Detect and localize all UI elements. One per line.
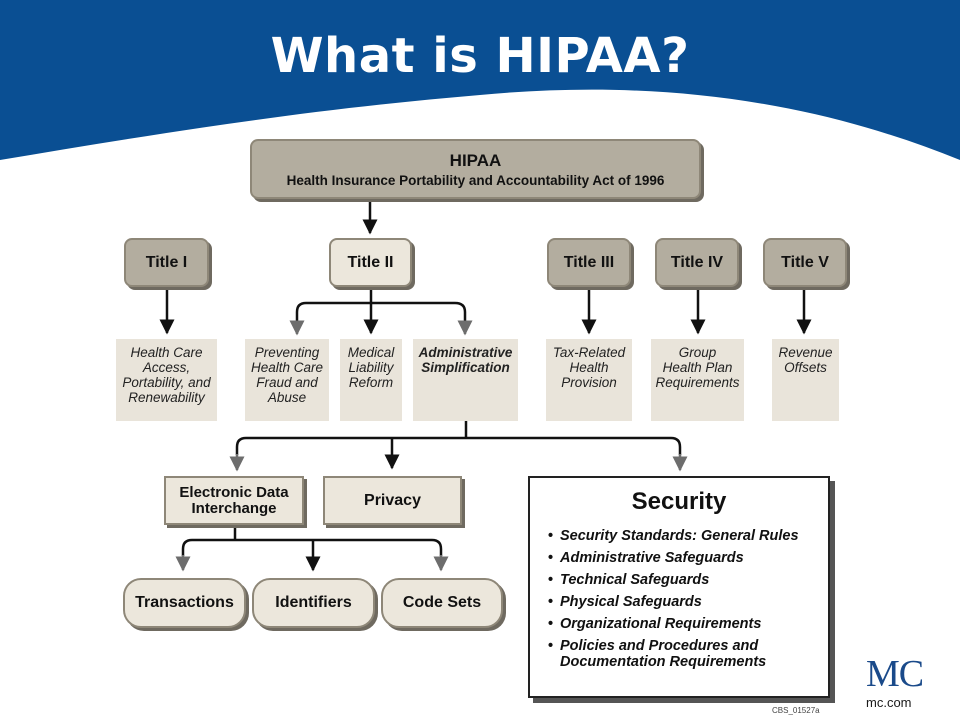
desc-line: Offsets <box>784 360 827 375</box>
security-list <box>548 528 799 676</box>
desc-line: Portability, and <box>122 375 211 390</box>
security-item: • Technical Safeguards <box>548 572 799 588</box>
desc-line: Access, <box>142 360 191 375</box>
hipaa-node <box>250 139 701 199</box>
desc-line: Tax-Related <box>552 345 626 360</box>
desc-title-1 <box>116 339 217 421</box>
code-sets-node: Code Sets <box>381 578 503 628</box>
security-title: Security <box>631 488 727 515</box>
branch-admin <box>237 438 680 455</box>
title-1-node: Title I <box>124 238 209 287</box>
desc-line: Fraud and <box>256 375 318 390</box>
desc-line: Requirements <box>655 375 740 390</box>
desc-line: Group <box>678 345 717 360</box>
title-3-node: Title III <box>547 238 631 287</box>
identifiers-node: Identifiers <box>252 578 375 628</box>
edi-line: Electronic Data <box>179 483 289 501</box>
title-5-node: Title V <box>763 238 847 287</box>
desc-line: Simplification <box>421 360 510 375</box>
security-item-continued: Documentation Requirements <box>560 654 767 670</box>
desc-line: Health <box>569 360 609 375</box>
desc-line: Abuse <box>267 390 307 405</box>
desc-title-5 <box>772 339 839 421</box>
desc-line: Health Care <box>130 345 203 360</box>
privacy-node: Privacy <box>323 476 462 525</box>
hipaa-full-name: Health Insurance Portability and Accountability Act of 1996 <box>286 172 665 188</box>
desc-fraud-abuse <box>245 339 329 421</box>
security-item: • Security Standards: General Rules <box>548 528 799 544</box>
edi-line: Interchange <box>191 499 277 517</box>
desc-line: Preventing <box>254 345 320 360</box>
desc-title-3 <box>546 339 632 421</box>
desc-line: Administrative <box>418 345 513 360</box>
desc-line: Renewability <box>128 390 205 405</box>
desc-title-4 <box>651 339 744 421</box>
desc-line: Medical <box>347 345 395 360</box>
desc-line: Revenue <box>778 345 833 360</box>
branch-title2 <box>297 303 465 323</box>
security-node <box>528 476 830 698</box>
logo-url: mc.com <box>866 695 912 710</box>
title-2-node: Title II <box>329 238 412 287</box>
page-title: What is HIPAA? <box>270 28 690 84</box>
desc-line: Reform <box>348 375 394 390</box>
mc-logo: MC <box>866 653 924 695</box>
edi-node <box>164 476 304 525</box>
security-item: • Organizational Requirements <box>548 616 799 632</box>
hipaa-acronym: HIPAA <box>449 150 502 170</box>
desc-admin-simplification <box>413 339 518 421</box>
desc-line: Liability <box>348 360 394 375</box>
security-item: • Administrative Safeguards <box>548 550 799 566</box>
desc-line: Health Plan <box>662 360 733 375</box>
desc-line: Provision <box>561 375 617 390</box>
desc-line: Health Care <box>250 360 324 375</box>
security-item: • Physical Safeguards <box>548 594 799 610</box>
security-item: • Policies and Procedures and <box>548 638 799 654</box>
figure-code: CBS_01527a <box>772 706 820 715</box>
desc-liability-reform <box>340 339 402 421</box>
title-4-node: Title IV <box>655 238 739 287</box>
transactions-node: Transactions <box>123 578 246 628</box>
